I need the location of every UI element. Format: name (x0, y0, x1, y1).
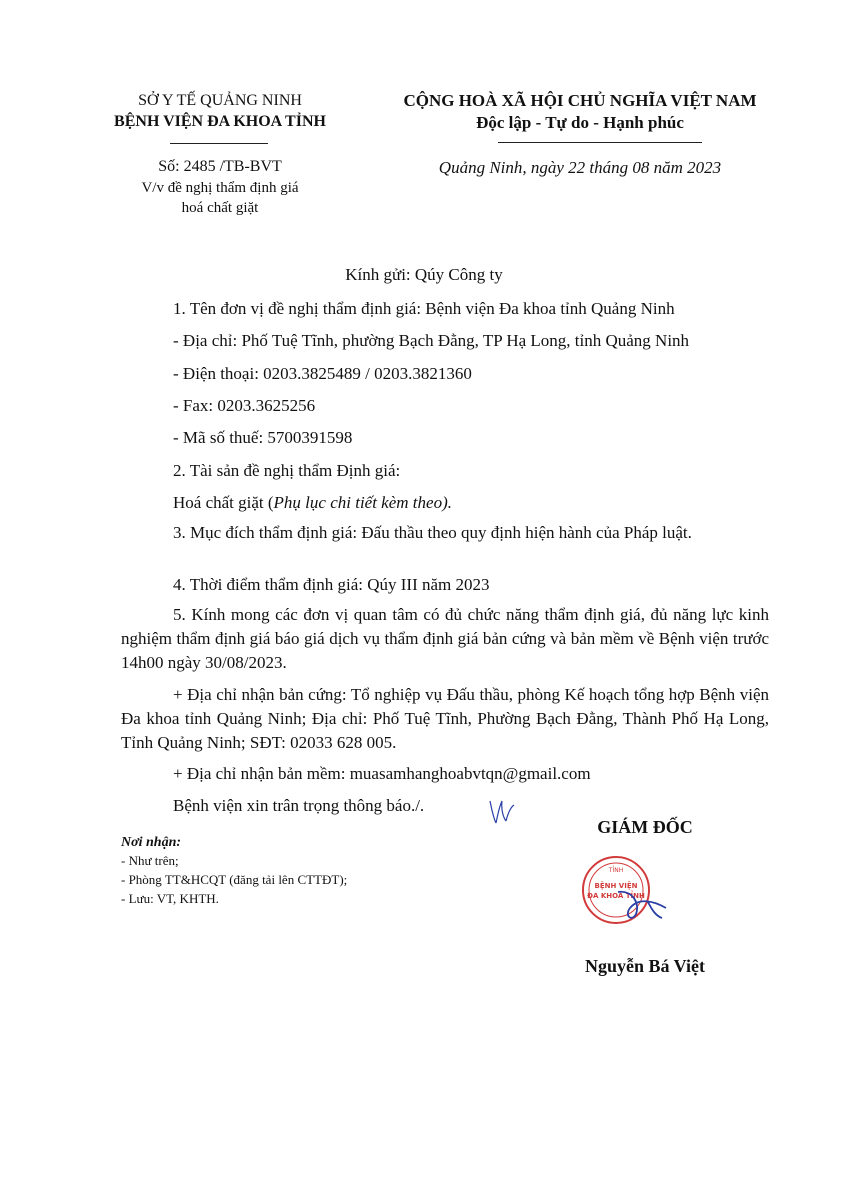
signer-title: GIÁM ĐỐC (597, 817, 693, 837)
subject-line-1: V/v đề nghị thẩm định giá (141, 180, 299, 196)
recipient-item: - Phòng TT&HCQT (đăng tải lên CTTĐT); (121, 872, 348, 887)
item-2: 2. Tài sản đề nghị thẩm Định giá: (173, 461, 401, 480)
nation-title: CỘNG HOÀ XÃ HỘI CHỦ NGHĨA VIỆT NAM (403, 91, 757, 110)
right-header-divider (498, 142, 702, 143)
address-line: - Địa chỉ: Phố Tuệ Tĩnh, phường Bạch Đằng, TP Hạ Long, tỉnh Quảng Ninh (173, 331, 690, 350)
stamp-line-1: BỆNH VIỆN (594, 882, 638, 890)
recipient-item: - Như trên; (121, 853, 179, 868)
stamp-top-text: TỈNH (608, 867, 624, 874)
stamp-line-2: ĐA KHOA TỈNH (587, 892, 645, 900)
agency-name: SỞ Y TẾ QUẢNG NINH (138, 92, 302, 109)
asset-text: Hoá chất giặt ( (173, 493, 274, 512)
motto: Độc lập - Tự do - Hạnh phúc (476, 113, 684, 132)
subject-line-2: hoá chất giặt (181, 200, 259, 216)
signer-name: Nguyễn Bá Việt (584, 956, 705, 976)
initials-scribble (486, 795, 520, 829)
hard-copy-address: + Địa chỉ nhận bản cứng: Tổ nghiệp vụ Đấu thầu, phòng Kế hoạch tổng hợp Bệnh viện Đa khoa tỉnh Quảng Ninh; Địa chỉ: Phố Tuệ Tĩnh, Phường Bạch Đằng, Thành Phố Hạ Long, Tỉnh Quảng Ninh; SĐT: 02033 628 005. (121, 685, 769, 752)
hospital-name: BỆNH VIỆN ĐA KHOA TỈNH (114, 113, 326, 130)
greeting: Kính gửi: Qúy Công ty (345, 265, 503, 284)
left-header-divider (170, 143, 268, 144)
asset-appendix-note: Phụ lục chi tiết kèm theo). (273, 493, 452, 512)
soft-copy-address: + Địa chỉ nhận bản mềm: muasamhanghoabvtqn@gmail.com (173, 764, 591, 783)
recipients-title: Nơi nhận: (121, 835, 182, 850)
official-stamp (578, 852, 688, 932)
asset-line (173, 491, 452, 515)
item-3: 3. Mục đích thẩm định giá: Đấu thầu theo quy định hiện hành của Pháp luật. (173, 523, 692, 542)
item-1: 1. Tên đơn vị đề nghị thẩm định giá: Bệnh viện Đa khoa tỉnh Quảng Ninh (173, 299, 675, 318)
phone-line: - Điện thoại: 0203.3825489 / 0203.3821360 (173, 364, 472, 383)
document-number: Số: 2485 /TB-BVT (158, 158, 282, 175)
fax-line: - Fax: 0203.3625256 (173, 396, 316, 415)
place-date: Quảng Ninh, ngày 22 tháng 08 năm 2023 (438, 158, 722, 177)
tax-line: - Mã số thuế: 5700391598 (173, 428, 353, 447)
item-4: 4. Thời điểm thẩm định giá: Qúy III năm 2023 (173, 575, 490, 594)
recipient-item: - Lưu: VT, KHTH. (121, 891, 219, 906)
closing-line: Bệnh viện xin trân trọng thông báo./. (173, 796, 425, 815)
item-5: 5. Kính mong các đơn vị quan tâm có đủ chức năng thẩm định giá, đủ năng lực kinh nghiệm thẩm định giá báo giá dịch vụ thẩm định giá bản cứng và bản mềm về Bệnh viện trước 14h00 ngày 30/08/2023. (121, 605, 769, 672)
